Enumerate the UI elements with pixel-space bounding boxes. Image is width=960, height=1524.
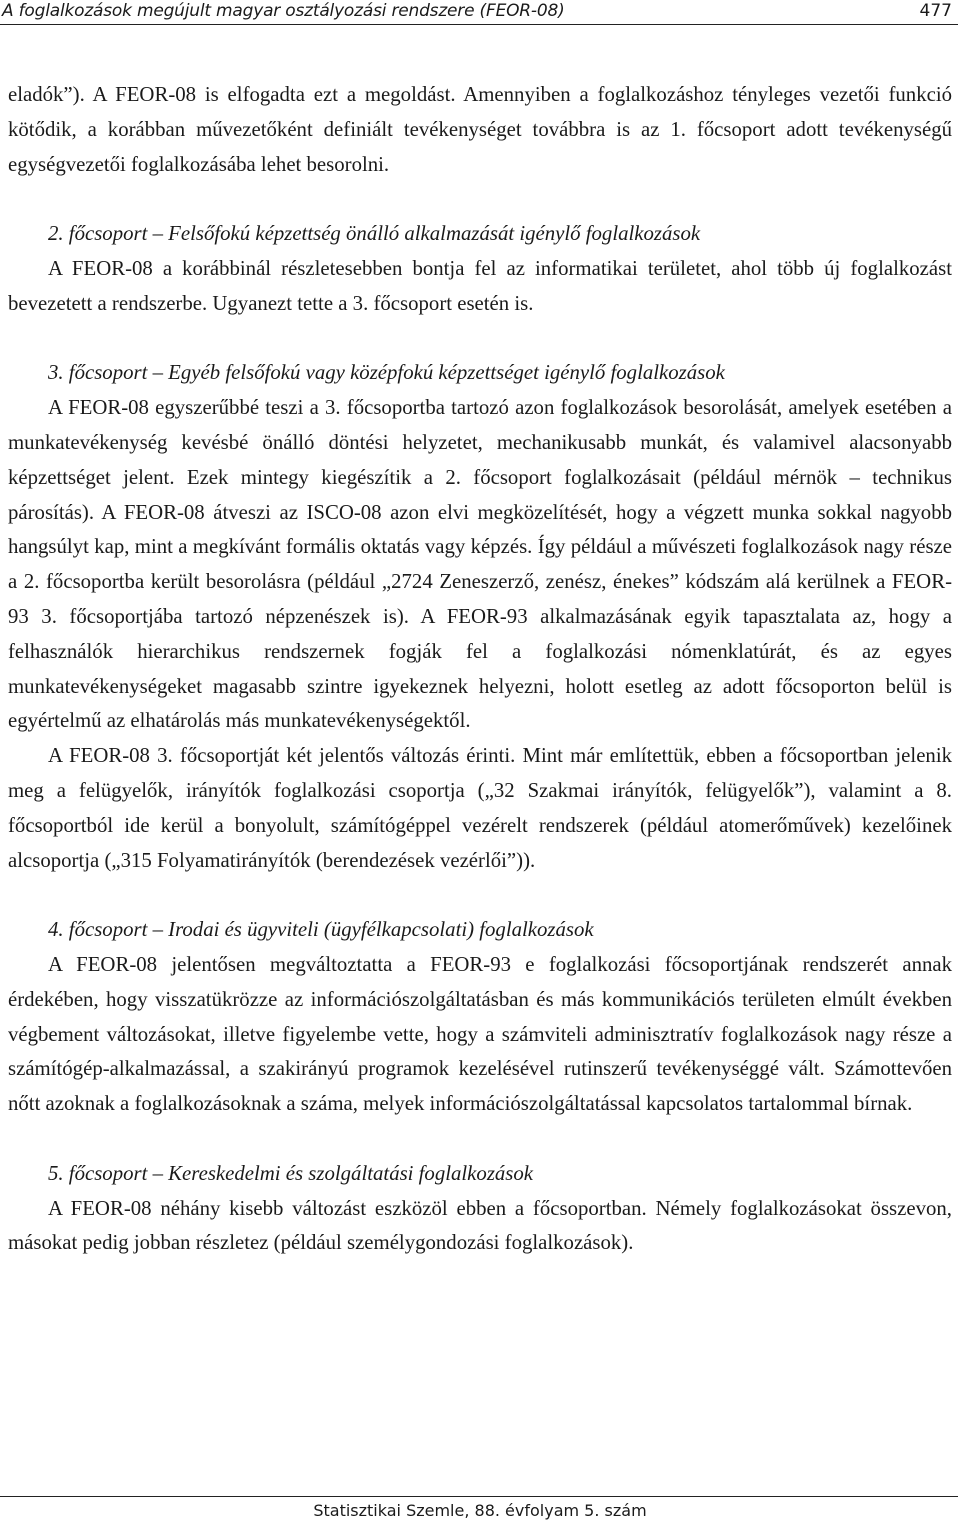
paragraph-section-5: A FEOR-08 néhány kisebb változást eszközöl ebben a főcsoportban. Némely foglalkozásokat összevon, másokat pedig jobban részletez (például személygondozási foglalkozások). [8,1196,952,1255]
section-heading-2: 2. főcsoport – Felsőfokú képzettség önálló alkalmazását igénylő foglalkozások [48,222,701,246]
article-body [8,78,952,1261]
running-title: A foglalkozások megújult magyar osztályozási rendszere (FEOR-08) [2,1,565,21]
section-heading-4: 4. főcsoport – Irodai és ügyviteli (ügyfélkapcsolati) foglalkozások [48,918,594,942]
journal-footer: Statisztikai Szemle, 88. évfolyam 5. szám [313,1501,647,1520]
paragraph-section-2: A FEOR-08 a korábbinál részletesebben bontja fel az informatikai területet, ahol több új foglalkozást bevezetett a rendszerbe. Ugyanezt tette a 3. főcsoport esetén is. [8,256,952,315]
page-number: 477 [919,1,952,21]
footer-rule [0,1496,958,1497]
paragraph-section-4: A FEOR-08 jelentősen megváltoztatta a FEOR-93 e foglalkozási főcsoportjának rendszerét annak érdekében, hogy visszatükrözze az információszolgáltatásban és más kommunikációs területen elmúlt években végbement változásokat, illetve figyelembe vette, hogy a számviteli adminisztratív foglalkozások nagy része a számítógép-alkalmazással, a szakirányú programok kezelésével rutinszerű tevékenységgé vált. Számottevően nőtt azoknak a foglalkozásoknak a száma, melyek információszolgáltatással kapcsolatos tartalommal bírnak. [8,952,952,1116]
header-rule [0,24,958,25]
paragraph-section-3b: A FEOR-08 3. főcsoportját két jelentős változás érinti. Mint már említettük, ebben a főcsoportban jelenik meg a felügyelők, irányítók foglalkozási csoportja („32 Szakmai irányítók, felügyelők”), valamint a 8. főcsoportból ide kerül a bonyolult, számítógéppel vezérelt rendszerek (például atomerőművek) kezelőinek alcsoportja („315 Folyamatirányítók (berendezések vezérlői”)). [8,744,952,872]
running-header [0,0,960,22]
section-heading-5: 5. főcsoport – Kereskedelmi és szolgáltatási foglalkozások [48,1161,534,1185]
paragraph-section-3a: A FEOR-08 egyszerűbbé teszi a 3. főcsoportba tartozó azon foglalkozások besorolását, amelyek esetében a munkatevékenység kevésbé önálló döntési helyzetet, mechanikusabb munkát, és valamivel alacsonyabb képzettséget jelent. Ezek mintegy kiegészítik a 2. főcsoport foglalkozásait (például mérnök – technikus párosítás). A FEOR-08 átveszi az ISCO-08 azon elvi megközelítését, hogy a végzett munka sokkal nagyobb hangsúlyt kap, mint a megkívánt formális oktatás vagy képzés. Így például a művészeti foglalkozások nagy része a 2. főcsoportba került besorolásra (például „2724 Zeneszerző, zenész, énekes” kódszám alá kerülnek a FEOR-93 3. főcsoportjába tartozó népzenészek is). A FEOR-93 alkalmazásának egyik tapasztalata az, hogy a felhasználók hierarchikus rendszernek fogják fel a foglalkozási nómenklatúrát, és az egyes munkatevékenységeket magasabb szintre igyekeznek helyezni, holott esetleg az adott főcsoporton belül is egyértelmű az elhatárolás más munkatevékenységektől. [8,396,952,733]
section-heading-3: 3. főcsoport – Egyéb felsőfokú vagy középfokú képzettséget igénylő foglalkozások [48,361,725,385]
paragraph-intro: eladók”). A FEOR-08 is elfogadta ezt a megoldást. Amennyiben a foglalkozáshoz tényleges vezetői funkció kötődik, a korábban művezetőként definiált tevékenységet továbbra is az 1. főcsoport adott tevékenységű egységvezetői foglalkozásába lehet besorolni. [8,83,952,176]
